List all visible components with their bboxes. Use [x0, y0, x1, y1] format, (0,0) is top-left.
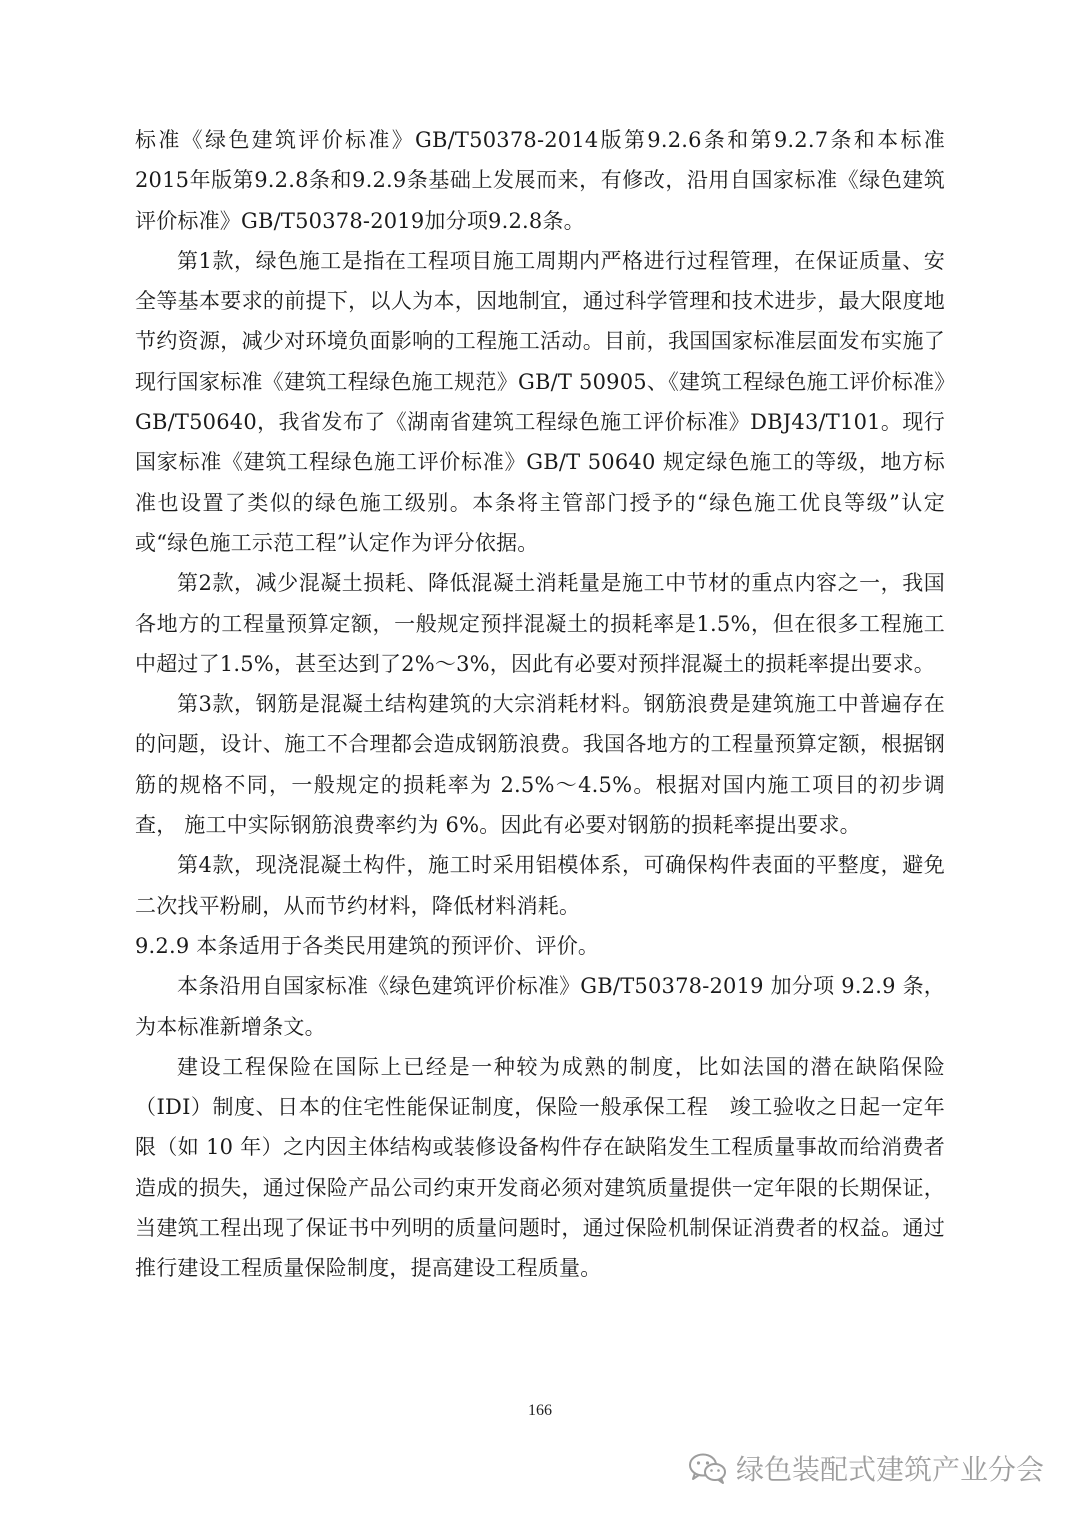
watermark-text: 绿色装配式建筑产业分会 [735, 1453, 1044, 1486]
paragraph-continuation: 标准《绿色建筑评价标准》GB/T50378-2014版第9.2.6条和第9.2.7条和本标准2015年版第9.2.8条和9.2.9条基础上发展而来，有修改，沿用自国家标准《绿色建筑评价标准》GB/T50378-2019加分项9.2.8条。 [135, 128, 945, 233]
page-number: 166 [528, 1402, 552, 1419]
paragraph-clause-1: 第1款，绿色施工是指在工程项目施工周期内严格进行过程管理，在保证质量、安全等基本要求的前提下，以人为本，因地制宜，通过科学管理和技术进步，最大限度地节约资源，减少对环境负面影响的工程施工活动。目前，我国国家标准层面发布实施了现行国家标准《建筑工程绿色施工规范》GB/T 50905、《建筑工程绿色施工评价标准》GB/T50640，我省发布了《湖南省建筑工程绿色施工评价标准》DBJ43/T101。现行国家标准《建筑工程绿色施工评价标准》GB/T 50640 规定绿色施工的等级，地方标准也设置了类似的绿色施工级别。本条将主管部门授予的“绿色施工优良等级”认定或“绿色施工示范工程”认定作为评分依据。 [135, 248, 945, 555]
document-body [135, 120, 945, 1289]
section-heading-9-2-9: 9.2.9 本条适用于各类民用建筑的预评价、评价。 [135, 933, 600, 958]
wechat-icon [688, 1451, 728, 1485]
paragraph-clause-3: 第3款，钢筋是混凝土结构建筑的大宗消耗材料。钢筋浪费是建筑施工中普遍存在的问题，设计、施工不合理都会造成钢筋浪费。我国各地方的工程量预算定额，根据钢筋的规格不同，一般规定的损耗率为 2.5%～4.5%。根据对国内施工项目的初步调查， 施工中实际钢筋浪费率约为 6%。因此有必要对钢筋的损耗率提出要求。 [135, 692, 945, 838]
paragraph-clause-2: 第2款，减少混凝土损耗、降低混凝土消耗量是施工中节材的重点内容之一，我国各地方的工程量预算定额，一般规定预拌混凝土的损耗率是1.5%，但在很多工程施工中超过了1.5%，甚至达到了2%～3%，因此有必要对预拌混凝土的损耗率提出要求。 [135, 571, 945, 676]
watermark [688, 1448, 1044, 1488]
paragraph-source-note: 本条沿用自国家标准《绿色建筑评价标准》GB/T50378-2019 加分项 9.2.9 条，为本标准新增条文。 [135, 974, 945, 1039]
paragraph-clause-4: 第4款，现浇混凝土构件，施工时采用铝模体系，可确保构件表面的平整度，避免二次找平粉刷，从而节约材料，降低材料消耗。 [135, 853, 945, 918]
paragraph-insurance: 建设工程保险在国际上已经是一种较为成熟的制度，比如法国的潜在缺陷保险（IDI）制度、日本的住宅性能保证制度，保险一般承保工程 竣工验收之日起一定年限（如 10 年）之内因主体结构或装修设备构件存在缺陷发生工程质量事故而给消费者造成的损失，通过保险产品公司约束开发商必须对建筑质量提供一定年限的长期保证，当建筑工程出现了保证书中列明的质量问题时，通过保险机制保证消费者的权益。通过推行建设工程质量保险制度，提高建设工程质量。 [135, 1054, 945, 1281]
